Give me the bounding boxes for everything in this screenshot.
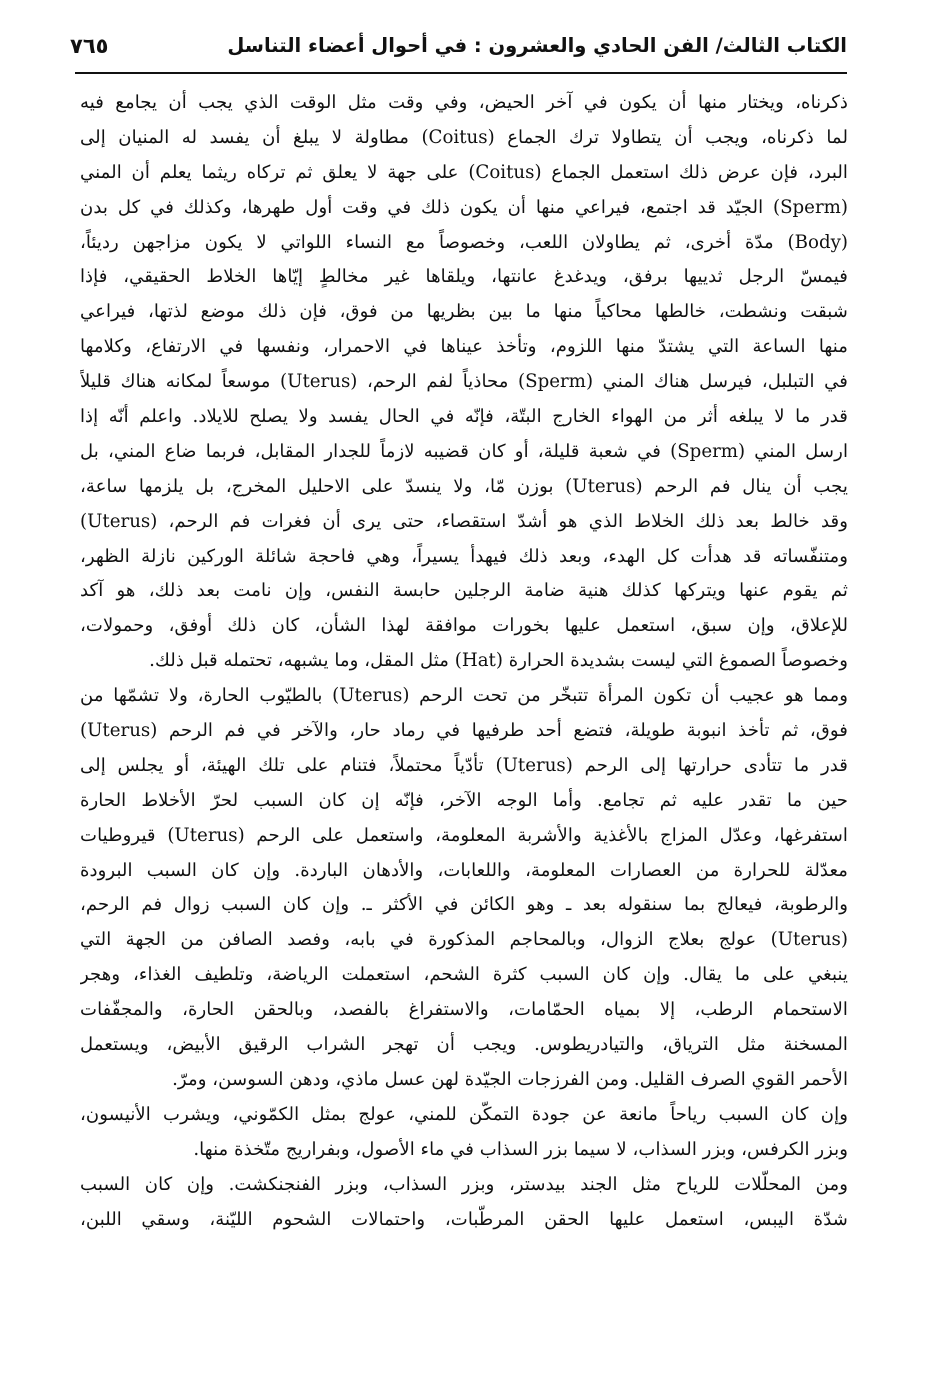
text-line: وخصوصاً الصموغ التي ليست بشديدة الحرارة (Hat) مثل المقل، وما يشبهه، تحتمله قبل ذلك. [149,650,848,672]
text-line: شبقت ونشطت، خالطها محاكياً منها ما بين بظريها من فوق، فإن ذلك موضع لذتها، فيراعي [80,301,848,323]
text-line: ينبغي على ما يقال. وإن كان السبب كثرة الشحم، استعملت الرياضة، وتلطيف الغذاء، وهجر [80,964,848,986]
text-line: شدّة اليبس، استعمل عليها الحقن المرطّبات، واحتمالات الشحوم الليّنة، وسقي اللبن، [80,1208,848,1230]
text-line: ثم يقوم عنها ويتركها كذلك هنية ضامة الرجلين حابسة النفس، وإن نامت بعد ذلك، هو آكد [80,580,848,602]
text-line: المسخنة مثل الترياق، والتيادريطوس. ويجب أن تهجر الشراب الرقيق الأبيض، ويستعمل [80,1034,848,1056]
running-header-title: الكتاب الثالث/ الفن الحادي والعشرون : في أحوال أعضاء التناسل [227,34,847,57]
text-line: وبزر الكرفس، وبزر السذاب، لا سيما بزر السذاب في ماء الأصول، وبفراريج متّخذة منها. [193,1138,848,1160]
text-line: (Body) مدّة أخرى، ثم يطاولان اللعب، وخصوصاً مع النساء اللواتي لا يكون مزاجهن رديئاً، [80,231,848,253]
page-header [70,30,847,70]
text-line: فوق، ثم تأخذ انبوبة طويلة، فتضع أحد طرفيها في رماد حار، والآخر في فم الرحم (Uterus) [80,720,848,742]
text-line: (Uterus) عولج بعلاج الزوال، وبالمحاجم المذكورة في بابه، وفصد الصافن من الجهة التي [80,929,848,951]
text-line: حين ما تقدر عليه ثم تجامع. وأما الوجه الآخر، فإنّه إن كان السبب لحرّ الأخلاط الحارة [80,789,848,811]
text-line: ارسل المني (Sperm) في شعبة قليلة، أو كان قضيبه لازماً للجدار المقابل، فربما ضاع المني، بل [80,440,848,462]
text-line: في التبلبل، فيرسل هناك المني (Sperm) محاذياً لفم الرحم، (Uterus) موسعاً لمكانه هناك قليلاً [80,371,848,393]
text-line: للإعلاق، وإن سبق، استعمل عليها بخورات موافقة لهذا الشأن، كان ذلك أوفق، وحمولات، [80,615,848,637]
text-line: ومما هو عجيب أن تكون المرأة تتبخّر من تحت الرحم (Uterus) بالطيّوب الحارة، ولا تشمّها من [80,685,848,707]
body-text [80,86,848,1237]
text-line: منها الساعة التي يشتدّ منها اللزوم، وتأخذ عيناها في الاحمرار، ونفسها في الارتفاع، وكلامها [80,336,848,358]
text-line: الاستحمام الرطب، إلا بمياه الحمّامات، والاستفراغ بالفصد، وبالحقن الحارة، والمجفّفات [80,999,848,1021]
text-line: قدر ما تتأدى حرارتها إلى الرحم (Uterus) تأدّياً محتملاً، فتنام على تلك الهيئة، أو يجلس إلى [80,754,848,776]
text-line: معدّلة للحرارة من العصارات المعلومة، واللعابات، والأدهان الباردة. وإن كان السبب البرودة [80,859,848,881]
text-line: ومتنفّساته قد هدأت كل الهدء، وبعد ذلك فيهدأ يسيراً، وهي فاحجة شائلة الوركين نازلة الظهر، [80,545,848,567]
header-divider [75,72,847,74]
page-number: ٧٦٥ [70,34,109,58]
text-line: الأحمر القوي الصرف القليل. ومن الفرزجات الجيّدة لهن عسل ماذي، ودهن السوسن، ومرّ. [172,1068,848,1090]
text-line: فيمسّ الرجل ثدييها برفق، ويدغدغ عانتها، ويلقاها غير مخالطٍ إيّاها الخلاط الحقيقي، فإذا [80,266,848,288]
text-line: قدر ما لا يبلغه أثر من الهواء الخارج البتّة، فإنّه في الحال يفسد ولا يصلح للايلاد. واعلم أنّه إذا [80,406,848,428]
text-line: وإن كان السبب رياحاً مانعة عن جودة التمكّن للمني، عولج بمثل الكمّوني، ويشرب الأنيسون، [80,1103,848,1125]
text-line: ومن المحلّلات للرياح مثل الجند بيدستر، وبزر السذاب، وبزر الفنجنكشت. وإن كان السبب [80,1173,848,1195]
text-line: والرطوبة، فيعالج بما سنقوله بعد ـ وهو الكائن في الأكثر ـ. وإن كان السبب زوال فم الرحم، [80,894,848,916]
text-line: يجب أن ينال فم الرحم (Uterus) بوزن مّا، ولا ينسدّ على الاحليل المخرج، بل يلزمها ساعة، [80,475,848,497]
text-line: استفرغها، وعدّل المزاج بالأغذية والأشربة المعلومة، واستعمل على الرحم (Uterus) قيروطيات [80,824,848,846]
text-line: وقد خالط بعد ذلك الخلاط الذي هو أشدّ استقصاء، حتى يرى أن فغرات فم الرحم، (Uterus) [80,510,848,532]
text-line: (Sperm) الجيّد قد اجتمع، فيراعي منها أن يكون ذلك في وقت أول طهرها، وكذلك في كل بدن [80,196,848,218]
text-line: لما ذكرناه، ويجب أن يتطاولا ترك الجماع (Coitus) مطاولة لا يبلغ أن يفسد له المنيان إلى [80,126,848,148]
text-line: البرد، فإن عرض ذلك استعمل الجماع (Coitus) على جهة لا يعلق ثم تركاه ريثما يعلم أن المني [80,161,848,183]
text-line: ذكرناه، ويختار منها أن يكون في آخر الحيض، وفي وقت مثل الوقت الذي يجب أن يجامع فيه [80,92,848,113]
